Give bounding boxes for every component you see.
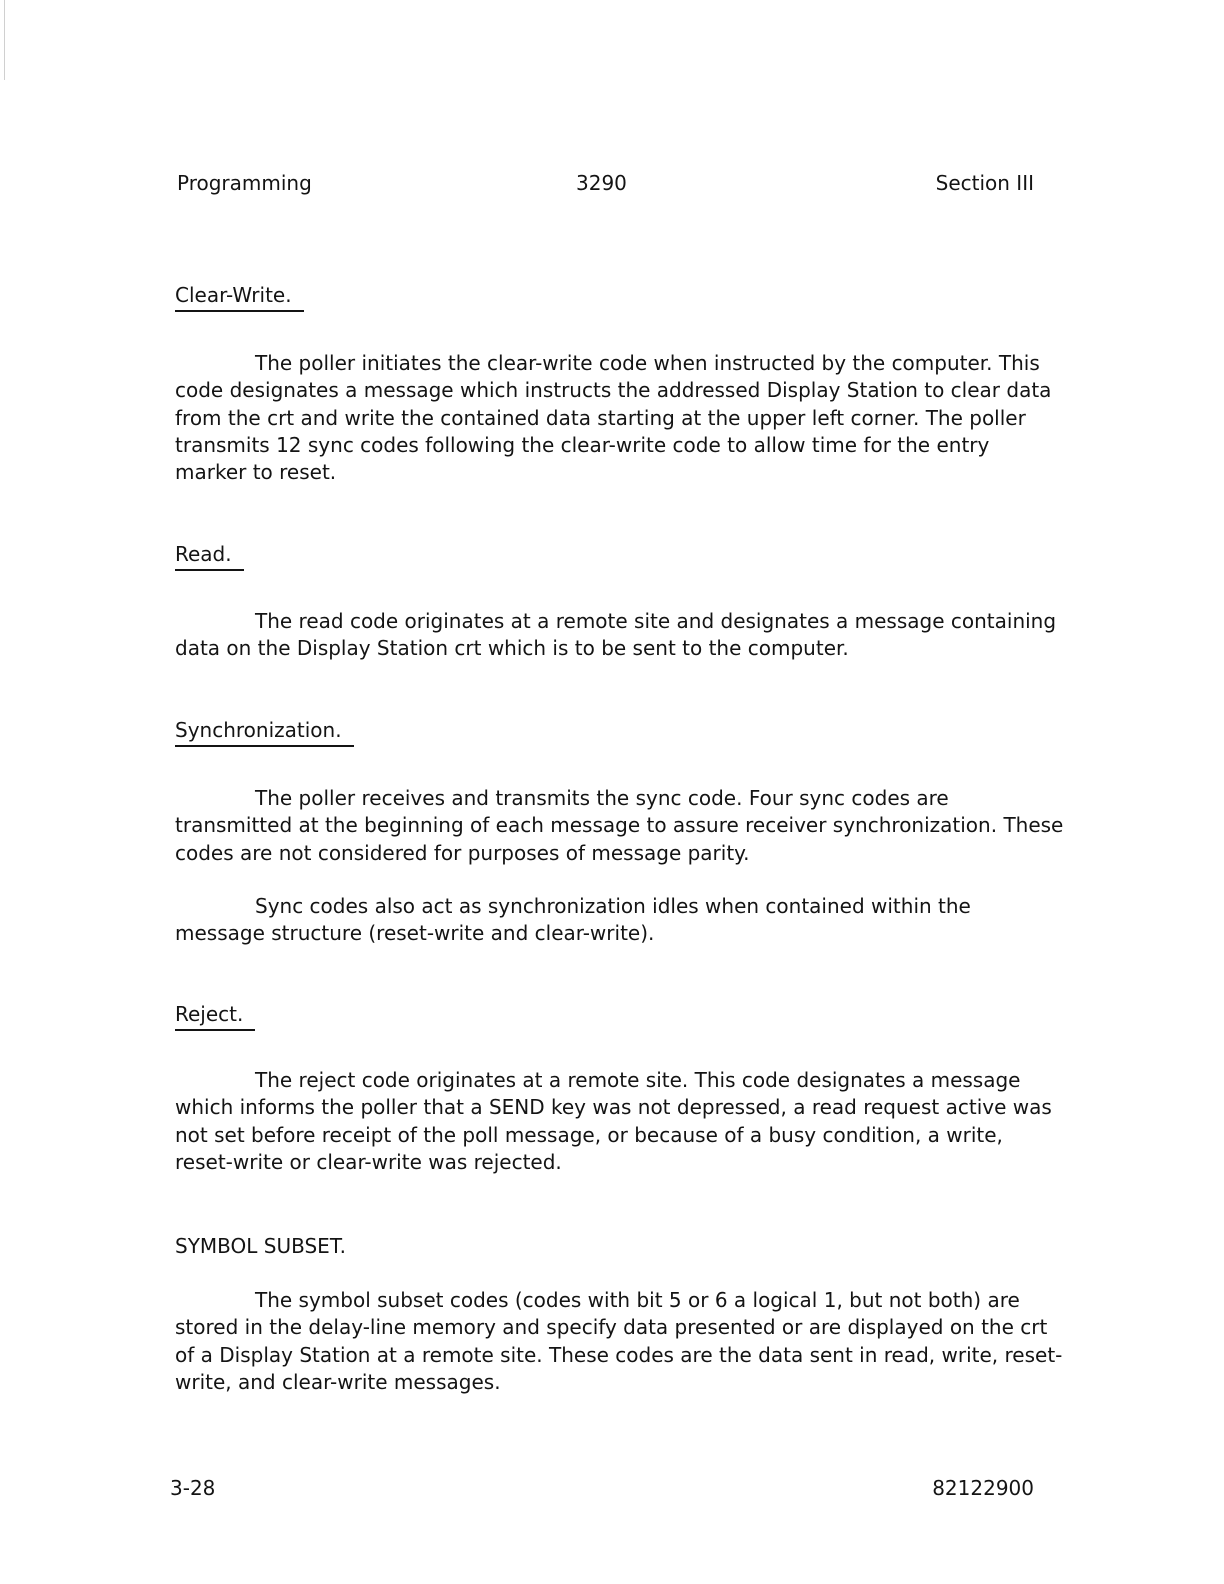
paragraph-synchronization-1 (175, 785, 1065, 867)
paragraph-text: The read code originates at a remote site and designates a message containing data on the Display Station crt which is to be sent to the computer. (175, 609, 1057, 661)
paragraph-symbol-subset (175, 1287, 1065, 1396)
heading-read: Read. (175, 541, 244, 571)
footer-page-number: 3-28 (170, 1476, 216, 1500)
paragraph-clear-write (175, 350, 1065, 486)
paragraph-text: The symbol subset codes (codes with bit 5 or 6 a logical 1, but not both) are stored in the delay-line memory and specify data presented or are displayed on the crt of a Display Station at a remote site. These codes are the data sent in read, write, reset-write, and clear-write messages. (175, 1288, 1063, 1394)
scan-margin-line (4, 0, 5, 80)
heading-symbol-subset: SYMBOL SUBSET. (175, 1234, 347, 1258)
paragraph-text: The poller initiates the clear-write code when instructed by the computer. This code designates a message which instructs the addressed Display Station to clear data from the crt and write the contained data starting at the upper left corner. The poller transmits 12 sync codes following the clear-write code to allow time for the entry marker to reset. (175, 351, 1052, 485)
paragraph-text: Sync codes also act as synchronization idles when contained within the message structure (reset-write and clear-write). (175, 894, 971, 946)
heading-reject: Reject. (175, 1001, 255, 1031)
footer-document-number: 82122900 (932, 1476, 1034, 1500)
paragraph-text: The reject code originates at a remote site. This code designates a message which informs the poller that a SEND key was not depressed, a read request active was not set before receipt of the poll message, or because of a busy condition, a write, reset-write or clear-write was rejected. (175, 1068, 1052, 1174)
paragraph-synchronization-2 (175, 893, 1065, 948)
heading-synchronization: Synchronization. (175, 717, 354, 747)
header-page-code: 3290 (576, 171, 627, 195)
paragraph-read (175, 608, 1065, 663)
header-left: Programming (177, 171, 312, 195)
heading-clear-write: Clear-Write. (175, 282, 304, 312)
paragraph-text: The poller receives and transmits the sync code. Four sync codes are transmitted at the beginning of each message to assure receiver synchronization. These codes are not considered for purposes of message parity. (175, 786, 1064, 865)
paragraph-reject (175, 1067, 1065, 1176)
header-section: Section III (935, 171, 1034, 195)
